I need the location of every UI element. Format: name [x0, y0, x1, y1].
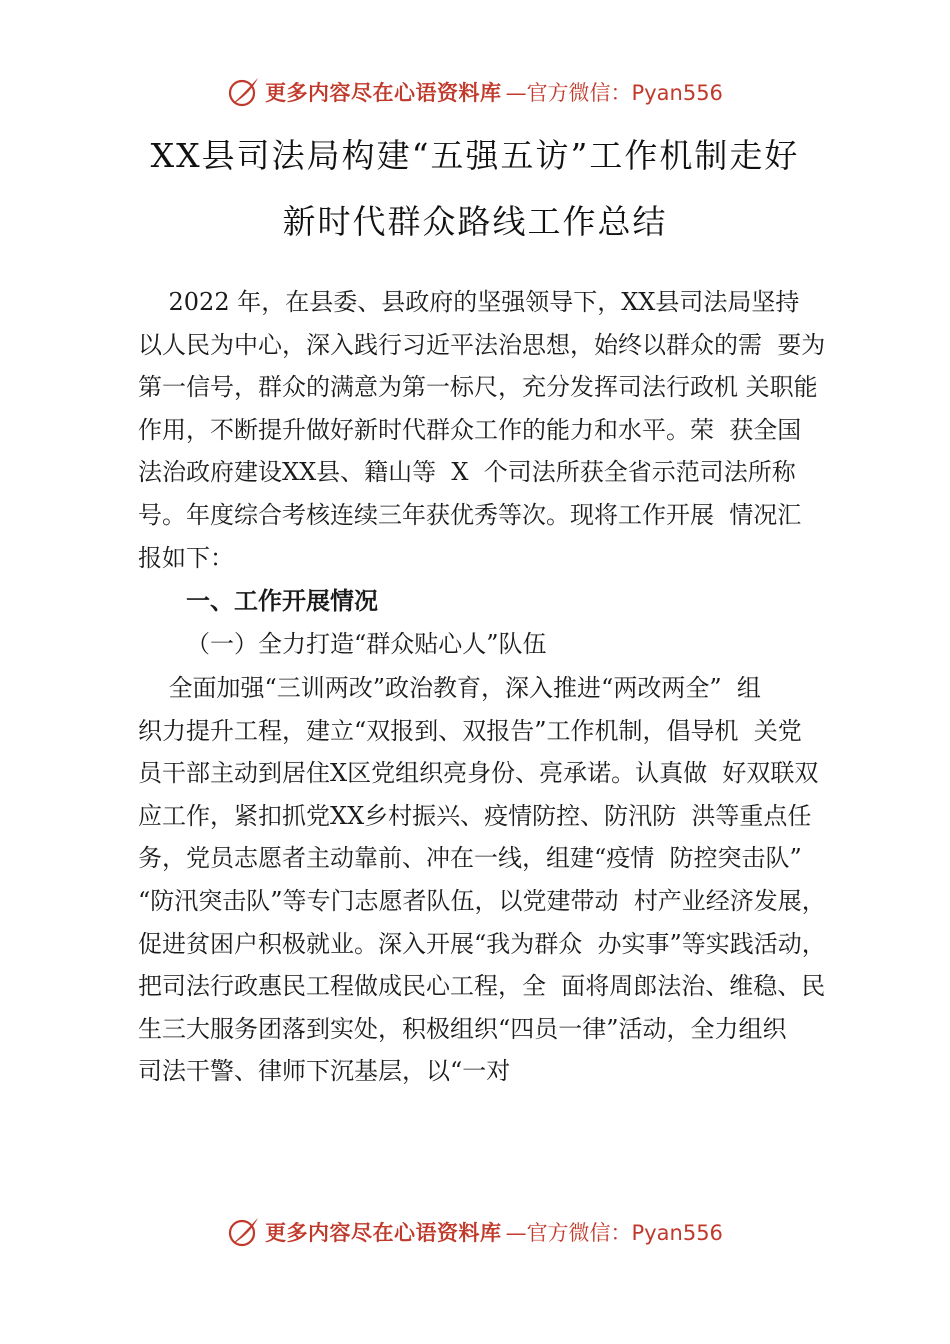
paragraph-line: 报如下： — [138, 543, 234, 572]
paragraph-line: 2022 年，在县委、县政府的坚强领导下，XX县司法局坚持 — [138, 288, 800, 316]
paragraph-line: 应工作，紧扣抓党XX乡村振兴、疫情防控、防汛防 洪等重点任 — [138, 801, 812, 830]
paragraph-line: 作用，不断提升做好新时代群众工作的能力和水平。荣 获全国 — [138, 415, 802, 444]
paragraph-line: 把司法行政惠民工程做成民心工程，全 面将周郎法治、维稳、民 — [138, 972, 826, 1001]
paragraph-line: 法治政府建设XX县、籍山等 X 个司法所获全省示范司法所称 — [138, 458, 796, 487]
paragraph-line: 号。年度综合考核连续三年获优秀等次。现将工作开展 情况汇 — [138, 500, 802, 529]
paragraph-line: 促进贫困户积极就业。深入开展“我为群众 办实事”等实践活动， — [138, 929, 826, 958]
footer-watermark — [0, 1212, 950, 1252]
paragraph-line: 司法干警、律师下沉基层，以“一对 — [138, 1057, 511, 1086]
section-heading: 一、工作开展情况 — [186, 587, 378, 615]
paragraph-line: “防汛突击队”等专门志愿者队伍，以党建带动 村产业经济发展， — [138, 886, 826, 915]
quill-logo-icon — [227, 75, 261, 109]
watermark-wechat-text: —官方微信：Pyan556 — [505, 1221, 723, 1245]
section-paragraph — [138, 667, 838, 1093]
paragraph-line: 织力提升工程，建立“双报到、双报告”工作机制，倡导机 关党 — [138, 716, 802, 745]
paragraph-line: 以人民为中心，深入践行习近平法治思想，始终以群众的需 要为 — [138, 330, 826, 359]
watermark-main-text: 更多内容尽在心语资料库 — [265, 1221, 502, 1245]
watermark-wechat-text: —官方微信：Pyan556 — [505, 81, 723, 105]
subsection-heading: （一）全力打造“群众贴心人”队伍 — [186, 630, 547, 658]
quill-logo-icon — [227, 1215, 261, 1249]
page-title-line-2: 新时代群众路线工作总结 — [282, 202, 668, 241]
paragraph-line: 务，党员志愿者主动靠前、冲在一线，组建“疫情 防控突击队” — [138, 844, 802, 873]
watermark-main-text: 更多内容尽在心语资料库 — [265, 81, 502, 105]
paragraph-line: 第一信号，群众的满意为第一标尺，充分发挥司法行政机 关职能 — [138, 373, 818, 402]
paragraph-line: 员干部主动到居住X区党组织亮身份、亮承诺。认真做 好双联双 — [138, 759, 819, 788]
intro-paragraph — [138, 281, 838, 579]
page-title-line-1: XX县司法局构建“五强五访”工作机制走好 — [150, 136, 800, 175]
header-watermark — [0, 72, 950, 112]
paragraph-line: 生三大服务团落到实处，积极组织“四员一律”活动，全力组织 — [138, 1014, 787, 1043]
paragraph-line: 全面加强“三训两改”政治教育，深入推进“两改两全” 组 — [138, 674, 761, 702]
